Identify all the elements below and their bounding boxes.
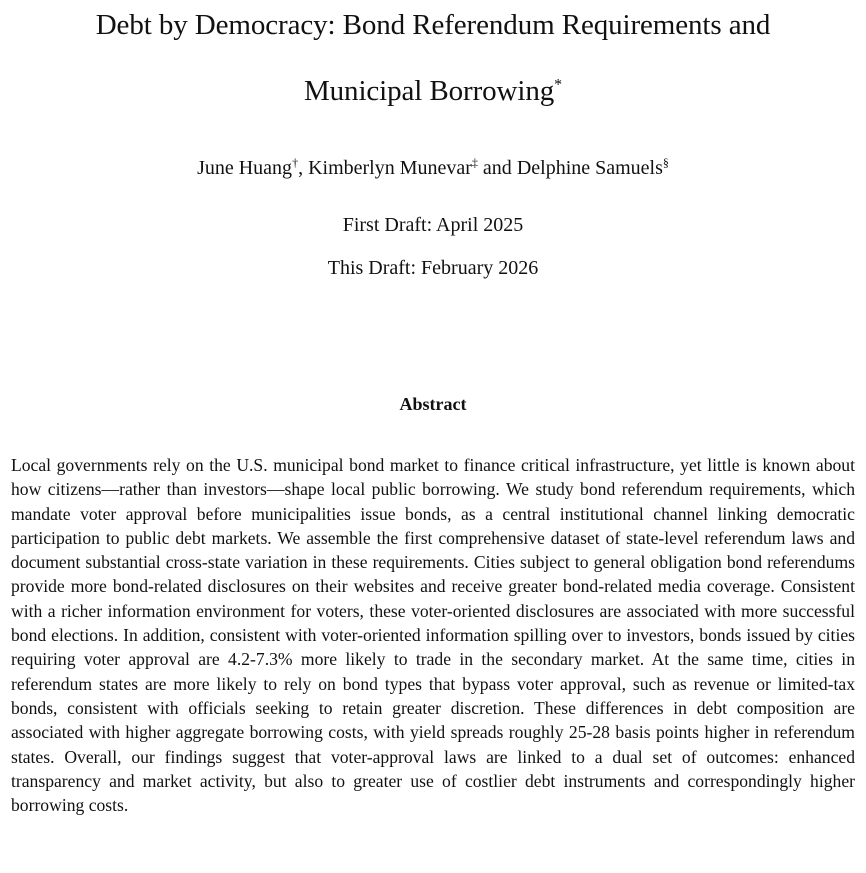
paper-title-line-1: Debt by Democracy: Bond Referendum Requirements and [95, 9, 771, 41]
author-name: Delphine Samuels [516, 157, 663, 179]
author-footnote-mark[interactable]: § [662, 155, 669, 170]
abstract-text: Local governments rely on the U.S. municipal bond market to finance critical infrastructure, yet little is known about how citizens—rather than investors—shape local public borrowing. We study bond referendum requirements, which mandate voter approval before municipalities issue bonds, as a central institutional channel linking democratic participation to public debt markets. We assemble the first comprehensive dataset of state-level referendum laws and document substantial cross-state variation in these requirements. Cities subject to general obligation bond referendums provide more bond-related disclosures on their websites and receive greater bond-related media coverage. Consistent with a richer information environment for voters, these voter-oriented disclosures are associated with more successful bond elections. In addition, consistent with voter-oriented information spilling over to investors, bonds issued by cities requiring voter approval are 4.2-7.3% more likely to trade in the secondary market. At the same time, cities in referendum states are more likely to rely on bond types that bypass voter approval, such as revenue or limited-tax bonds, consistent with officials seeking to retain greater discretion. These differences in debt composition are associated with higher aggregate borrowing costs, with yield spreads roughly 25-28 basis points higher in referendum states. Overall, our findings suggest that voter-approval laws are linked to a dual set of outcomes: enhanced transparency and market activity, but also to greater use of costlier debt instruments and correspondingly higher borrowing costs. [11, 455, 855, 816]
paper-title-line-2 [0, 77, 866, 106]
title-footnote-mark[interactable]: * [554, 76, 563, 94]
author-footnote-mark[interactable]: ‡ [471, 155, 478, 170]
author-list [0, 157, 866, 180]
author-footnote-mark[interactable]: † [292, 155, 299, 170]
this-draft-date: This Draft: February 2026 [327, 257, 539, 279]
paper-title-text: Municipal Borrowing [303, 75, 555, 107]
author-name: Kimberlyn Munevar [308, 157, 472, 179]
author-separator: and [477, 157, 517, 179]
first-draft-date: First Draft: April 2025 [342, 214, 524, 236]
abstract-heading: Abstract [399, 394, 467, 414]
author-separator: , [298, 157, 309, 179]
author-name: June Huang [197, 157, 293, 179]
